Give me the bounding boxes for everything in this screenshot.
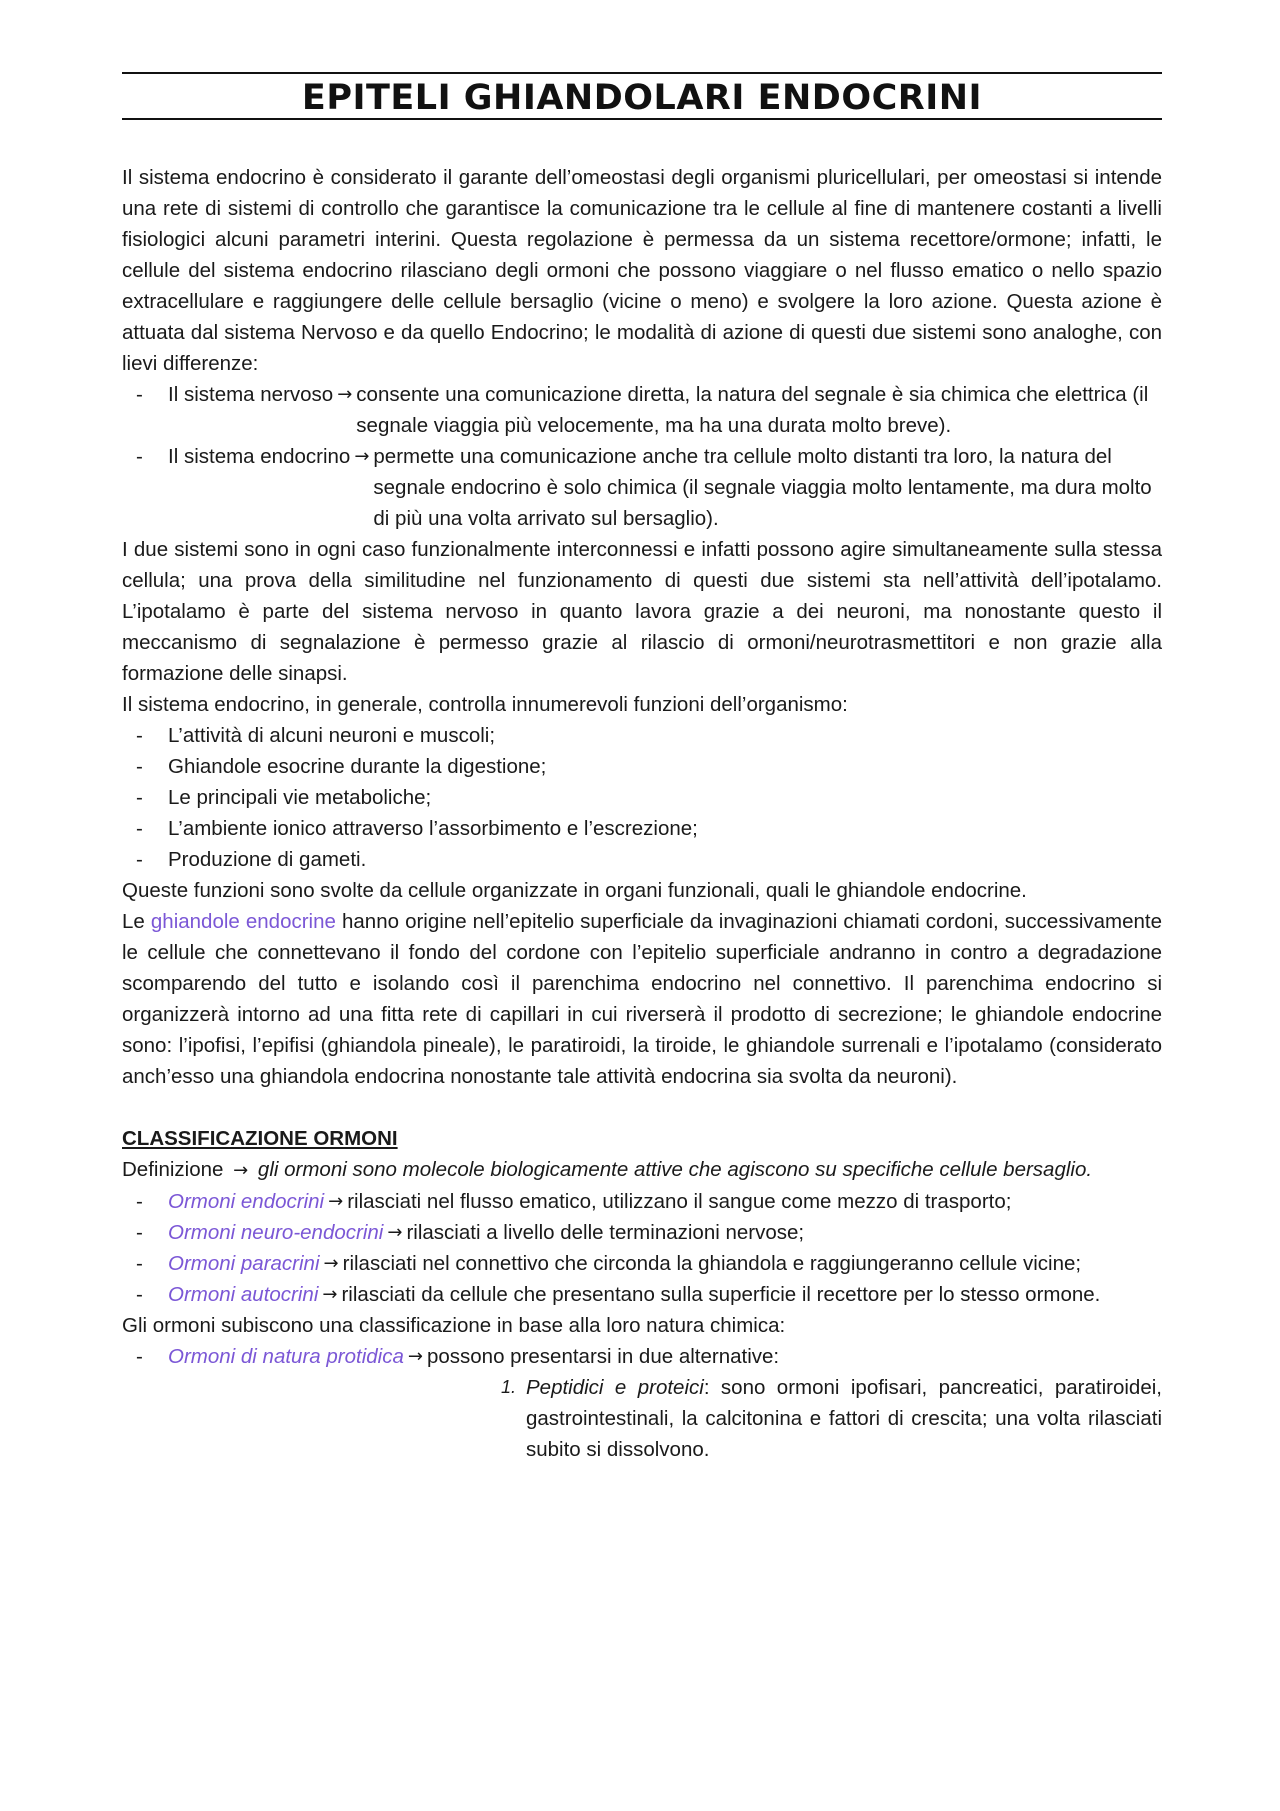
- bullet-dash: -: [136, 1345, 143, 1368]
- numbered-item-description: : sono ormoni ipofisari, pancreatici, paratiroidei, gastrointestinali, la calcitonina e fattori di crescita; una volta rilasciati subito si dissolvono.: [526, 1376, 1162, 1461]
- list-item: [122, 782, 1162, 813]
- hormone-description: rilasciati nel connettivo che circonda la ghiandola e raggiungeranno cellule vicine;: [342, 1252, 1082, 1275]
- hormone-description: rilasciati nel flusso ematico, utilizzano il sangue come mezzo di trasporto;: [347, 1190, 1012, 1213]
- hormone-label: Ormoni paracrini: [168, 1252, 320, 1275]
- paragraph-glands: [122, 906, 1162, 1092]
- system-label: Il sistema endocrino: [168, 445, 351, 468]
- hormone-description: rilasciati da cellule che presentano sulla superficie il recettore per lo stesso ormone.: [341, 1283, 1101, 1306]
- arrow-icon: →: [354, 446, 370, 467]
- paragraph-functions-intro: Il sistema endocrino, in generale, controlla innumerevoli funzioni dell’organismo:: [122, 693, 848, 716]
- numbered-item-text: [526, 1372, 1162, 1465]
- paragraph-chemical-intro: Gli ormoni subiscono una classificazione in base alla loro natura chimica:: [122, 1314, 786, 1337]
- system-description: permette una comunicazione anche tra cellule molto distanti tra loro, la natura del segnale endocrino è solo chimica (il segnale viaggia molto lentamente, ma dura molto di più una volta arrivato sul bersaglio).: [373, 445, 1152, 530]
- bullet-dash: -: [136, 848, 143, 871]
- text-lead: Le: [122, 910, 145, 933]
- list-item: [122, 751, 1162, 782]
- bullet-dash: -: [136, 1252, 143, 1275]
- system-label: Il sistema nervoso: [168, 383, 334, 406]
- bullet-dash: -: [136, 817, 143, 840]
- bullet-dash: -: [136, 786, 143, 809]
- hormone-label: Ormoni neuro-endocrini: [168, 1221, 384, 1244]
- list-item-text: Ghiandole esocrine durante la digestione;: [168, 755, 547, 778]
- text-rest: hanno origine nell’epitelio superficiale da invaginazioni chiamati cordoni, successivamente le cellule che connettevano il fondo del cordone con l’epitelio superficiale andranno in contro a degradazione scomparendo del tutto e isolando così il parenchima endocrino nel connettivo. Il parenchima endocrino si organizzerà intorno ad una fitta rete di capillari in cui riverserà il prodotto di secrezione; le ghiandole endocrine sono: l’ipofisi, l’epifisi (ghiandola pineale), le paratiroidi, la tiroide, le ghiandole surrenali e l’ipotalamo (considerato anch’esso una ghiandola endocrina nonostante tale attività endocrina sia svolta da neuroni).: [122, 910, 1163, 1088]
- arrow-icon: →: [407, 1346, 423, 1367]
- hormone-item-autocrine: [122, 1279, 1162, 1310]
- definition-paragraph: [122, 1154, 1162, 1186]
- bullet-dash: -: [136, 1221, 143, 1244]
- page-title: EPITELI GHIANDOLARI ENDOCRINI: [301, 78, 983, 118]
- bullet-dash: -: [136, 724, 143, 747]
- paragraph-hypothalamus: I due sistemi sono in ogni caso funzionalmente interconnessi e infatti possono agire simultaneamente sulla stessa cellula; una prova della similitudine nel funzionamento di questi due sistemi sta nell’attività dell’ipotalamo. L’ipotalamo è parte del sistema nervoso in quanto lavora grazie a dei neuroni, ma nonostante questo il meccanismo di segnalazione è permesso grazie al rilascio di ormoni/neurotrasmettitori e non grazie alla formazione delle sinapsi.: [122, 538, 1162, 685]
- hormone-item-endocrine: [122, 1186, 1162, 1217]
- list-item-text: Produzione di gameti.: [168, 848, 367, 871]
- hormone-label: Ormoni autocrini: [168, 1283, 319, 1306]
- system-item-endocrine: [122, 441, 1162, 534]
- hormone-item-paracrine: [122, 1248, 1162, 1279]
- arrow-icon: →: [387, 1222, 403, 1243]
- chemical-description: possono presentarsi in due alternative:: [426, 1345, 780, 1368]
- highlight-term: ghiandole endocrine: [150, 910, 336, 933]
- intro-paragraph: Il sistema endocrino è considerato il garante dell’omeostasi degli organismi pluricellulari, per omeostasi si intende una rete di sistemi di controllo che garantisce la comunicazione tra le cellule al fine di mantenere costanti a livelli fisiologici alcuni parametri interini. Questa regolazione è permessa da un sistema recettore/ormone; infatti, le cellule del sistema endocrino rilasciano degli ormoni che possono viaggiare o nel flusso ematico o nello spazio extracellulare e raggiungere delle cellule bersaglio (vicine o meno) e svolgere la loro azione. Questa azione è attuata dal sistema Nervoso e da quello Endocrino; le modalità di azione di questi due sistemi sono analoghe, con lievi differenze:: [122, 166, 1162, 375]
- chemical-item-protein: [122, 1341, 1162, 1372]
- arrow-icon: →: [233, 1160, 249, 1181]
- list-item-text: L’ambiente ionico attraverso l’assorbimento e l’escrezione;: [168, 817, 698, 840]
- list-item-text: L’attività di alcuni neuroni e muscoli;: [168, 724, 496, 747]
- hormone-item-neuroendocrine: [122, 1217, 1162, 1248]
- arrow-icon: →: [328, 1191, 344, 1212]
- section-heading: CLASSIFICAZIONE ORMONI: [122, 1127, 398, 1150]
- list-item-text: Le principali vie metaboliche;: [168, 786, 432, 809]
- bullet-dash: -: [136, 1283, 143, 1306]
- bullet-dash: -: [136, 445, 143, 468]
- document-page: [122, 68, 1162, 1465]
- bullet-dash: -: [136, 755, 143, 778]
- system-description: consente una comunicazione diretta, la natura del segnale è sia chimica che elettrica (il segnale viaggia più velocemente, ma ha una durata molto breve).: [356, 383, 1149, 437]
- list-item: [122, 844, 1162, 875]
- definition-text: gli ormoni sono molecole biologicamente attive che agiscono su specifiche cellule bersaglio.: [257, 1158, 1093, 1181]
- list-item: [122, 720, 1162, 751]
- title-block: [122, 68, 1162, 124]
- numbered-item: [486, 1372, 1162, 1465]
- item-number: 1.: [500, 1377, 516, 1397]
- bullet-dash: -: [136, 1190, 143, 1213]
- arrow-icon: →: [323, 1253, 339, 1274]
- hormone-description: rilasciati a livello delle terminazioni nervose;: [406, 1221, 805, 1244]
- definition-label: Definizione: [122, 1158, 224, 1181]
- system-item-nervous: [122, 379, 1162, 441]
- arrow-icon: →: [322, 1284, 338, 1305]
- title-top-rule: [122, 72, 1162, 74]
- paragraph-organs: Queste funzioni sono svolte da cellule organizzate in organi funzionali, quali le ghiandole endocrine.: [122, 879, 1027, 902]
- title-bottom-rule: [122, 118, 1162, 120]
- numbered-item-label: Peptidici e proteici: [526, 1376, 704, 1399]
- list-item: [122, 813, 1162, 844]
- hormone-label: Ormoni endocrini: [168, 1190, 325, 1213]
- arrow-icon: →: [337, 384, 353, 405]
- chemical-label: Ormoni di natura protidica: [168, 1345, 404, 1368]
- bullet-dash: -: [136, 383, 143, 406]
